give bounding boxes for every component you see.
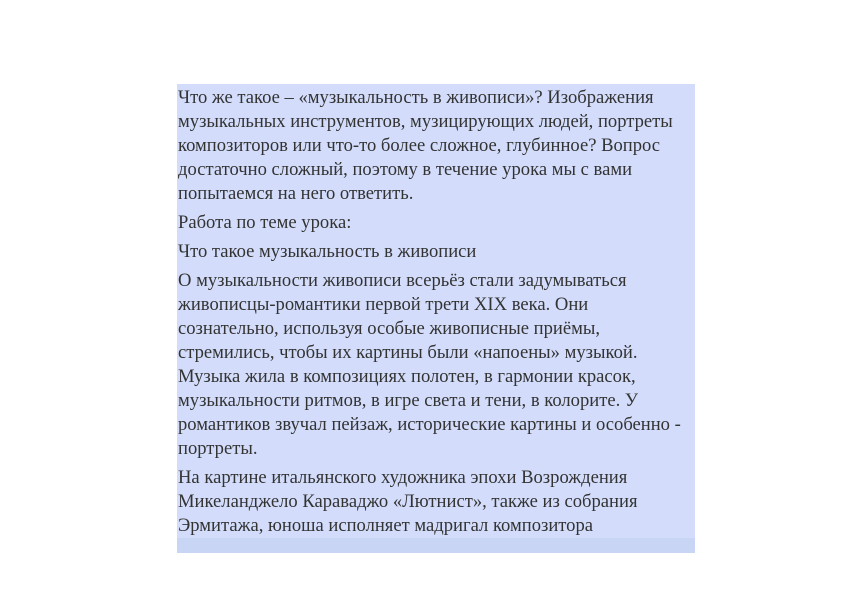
paragraph-romantics: О музыкальности живописи всерьёз стали задумываться живописцы-романтики первой трети XIX века. Они сознательно, используя особые живописные приёмы, стремились, чтобы их картины были «напоены» музыкой. Музыка жила в композициях полотен, в гармонии красок, музыкальности ритмов, в игре света и тени, в колорите. У романтиков звучал пейзаж, исторические картины и особенно - портреты. (178, 270, 681, 459)
text-box (177, 84, 695, 553)
paragraph-caravaggio: На картине итальянского художника эпохи Возрождения Микеланджело Караваджо «Лютнист», также из собрания Эрмитажа, юноша исполняет мадригал композитора (178, 467, 638, 536)
paragraph-intro: Что же такое – «музыкальность в живописи»? Изображения музыкальных инструментов, музицирующих людей, портреты композиторов или что-то более сложное, глубинное? Вопрос достаточно сложный, поэтому в течение урока мы с вами попытаемся на него ответить. (178, 87, 673, 204)
paragraph-topic-title: Что такое музыкальность в живописи (178, 241, 477, 262)
paragraph-lesson-heading: Работа по теме урока: (178, 212, 352, 233)
bottom-strip (177, 538, 695, 553)
